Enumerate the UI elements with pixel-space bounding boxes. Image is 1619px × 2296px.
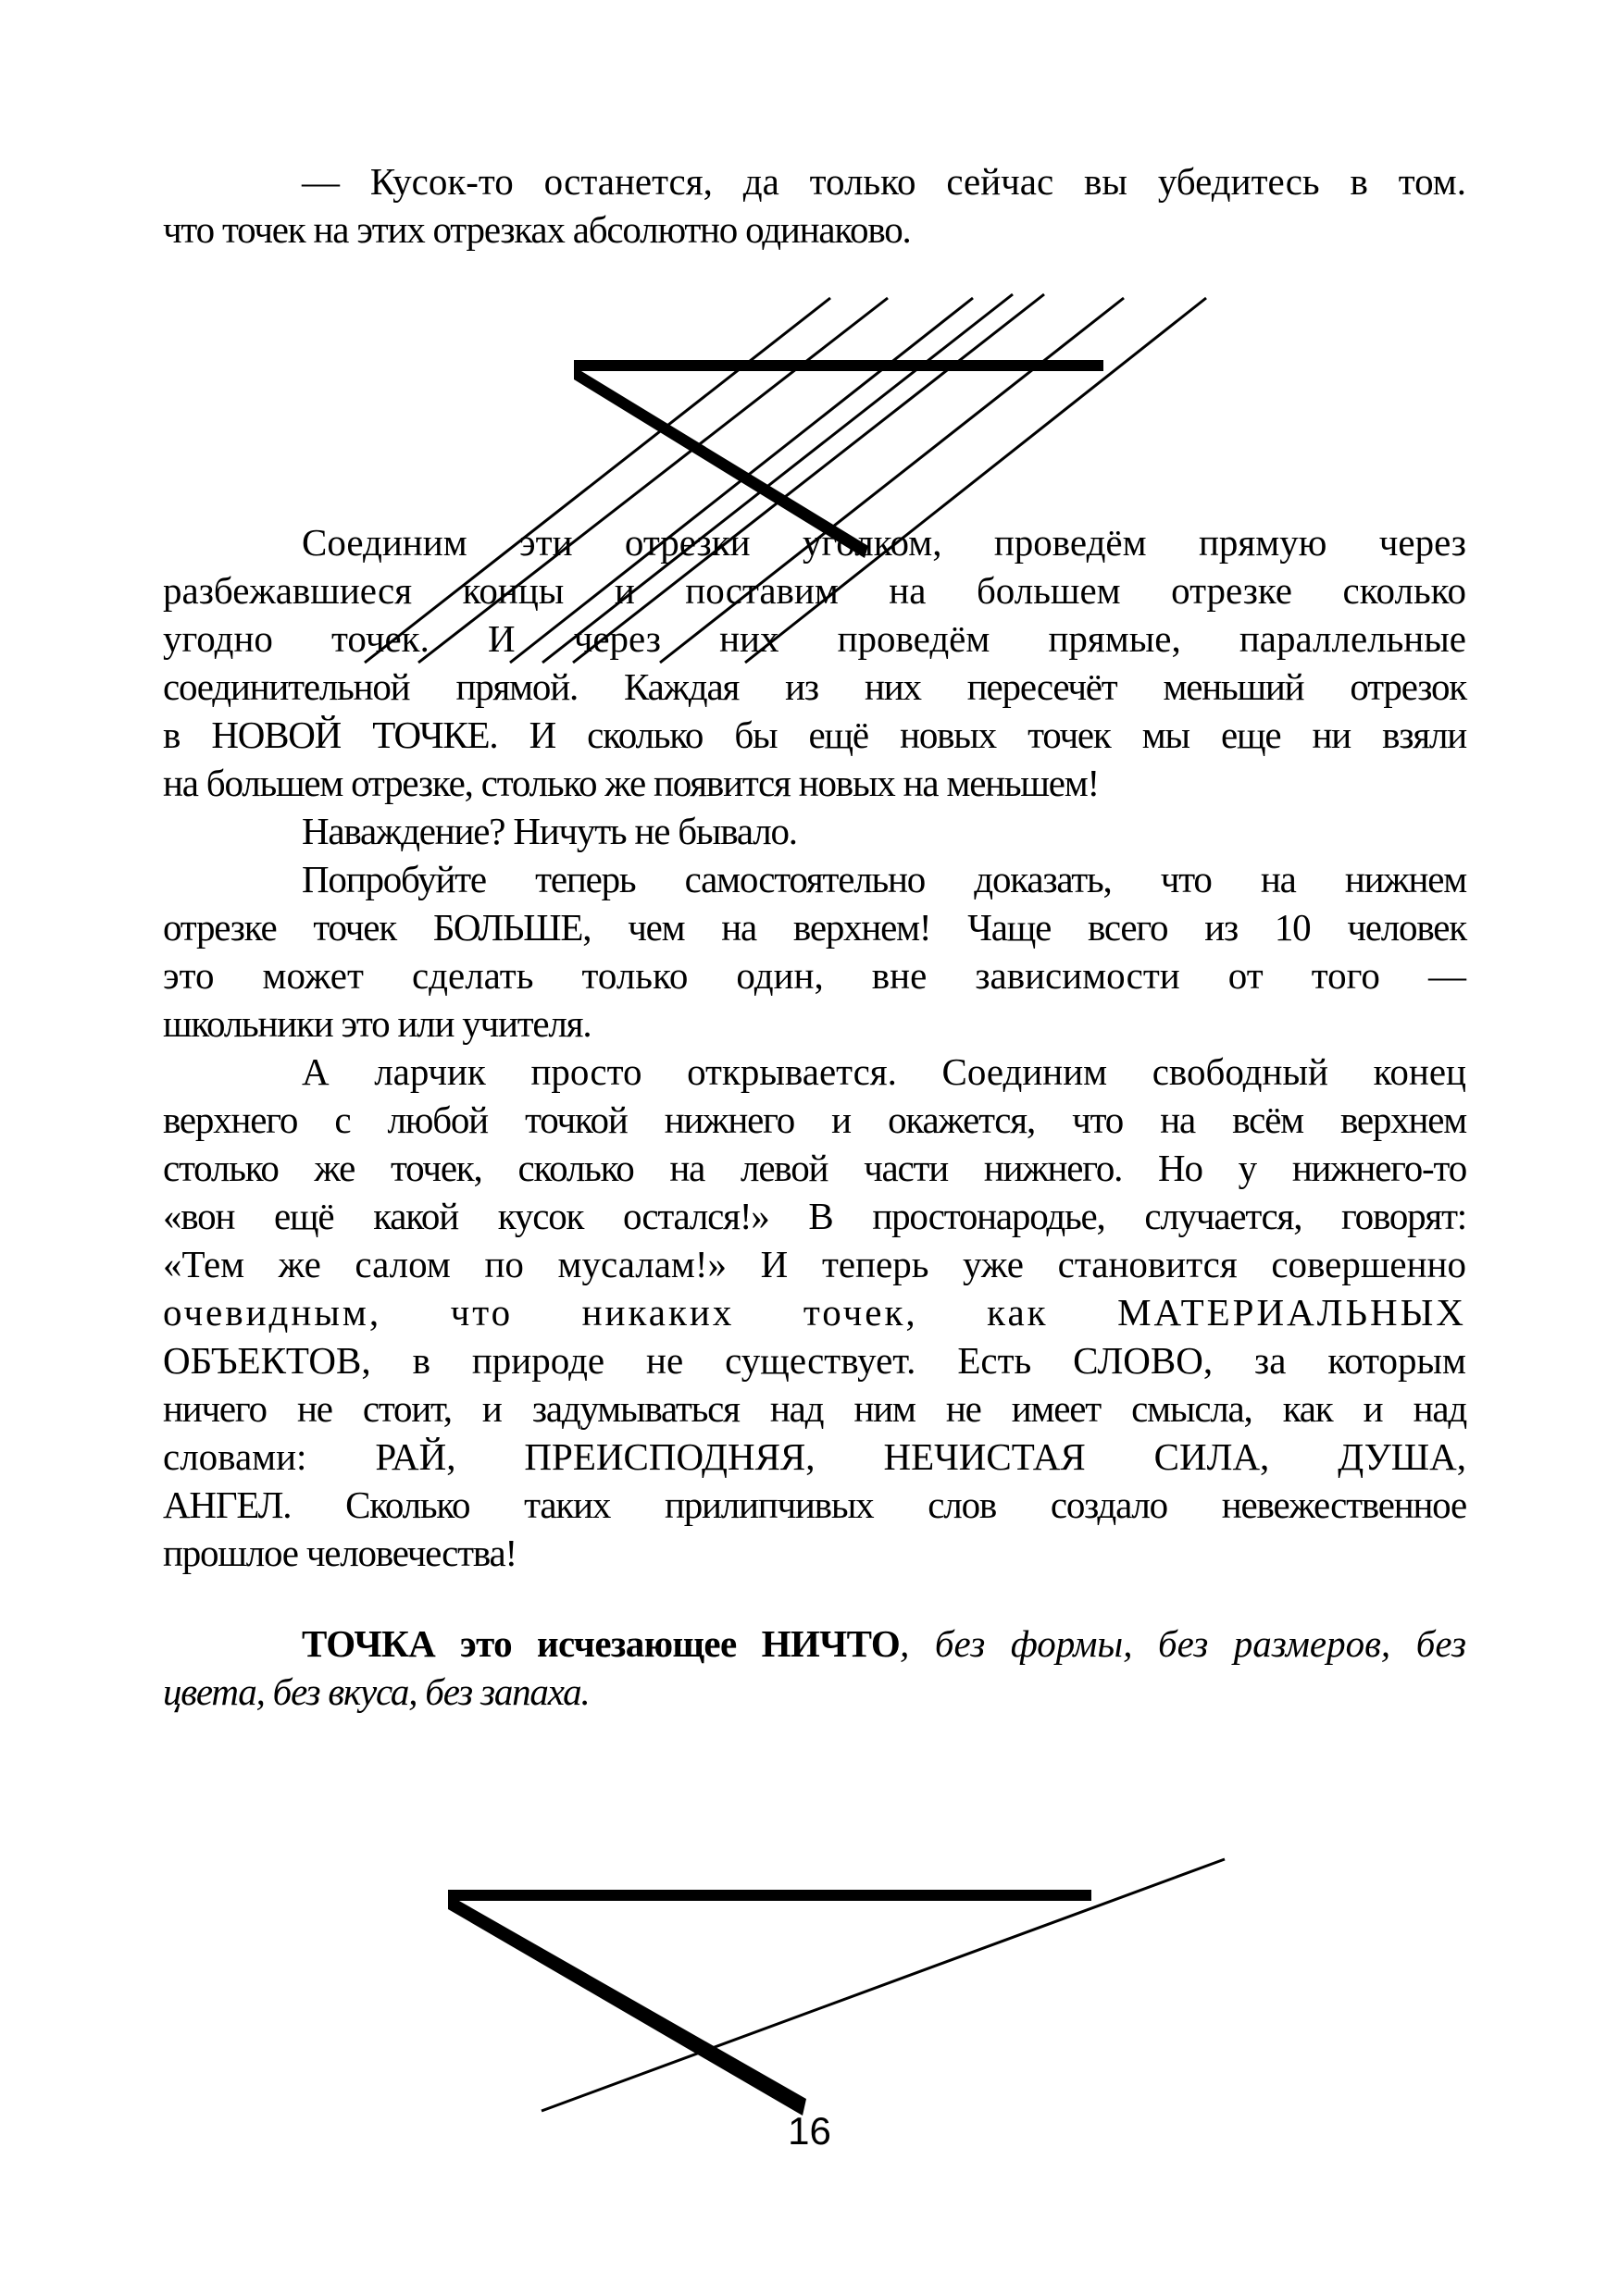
upper-thick-segment (448, 1890, 1091, 1901)
definition-paragraph (163, 1620, 1466, 1716)
text-line: это может сделать только один, вне зависимости от того — (163, 954, 1466, 997)
text-line: отрезке точек БОЛЬШЕ, чем на верхнем! Чаще всего из 10 человек (163, 906, 1466, 949)
text-line: на большем отрезке, столько же появится новых на меньшем! (163, 762, 1099, 804)
text-line: верхнего с любой точкой нижнего и окажется, что на всём верхнем (163, 1098, 1466, 1141)
definition-line-1 (163, 1620, 1466, 1668)
text-line: разбежавшиеся концы и поставим на большем отрезке сколько (163, 569, 1466, 612)
text-line: «Тем же салом по мусалам!» И теперь уже становится совершенно (163, 1243, 1466, 1285)
paragraph-4 (163, 1048, 1466, 1577)
text-line: АНГЕЛ. Сколько таких прилипчивых слов создало невежественное (163, 1483, 1466, 1526)
text-line: что точек на этих отрезках абсолютно одинаково. (163, 208, 911, 251)
text-line: «вон ещё какой кусок остался!» В простонародье, случается, говорят: (163, 1195, 1466, 1237)
text-line: А ларчик просто открывается. Соединим свободный конец (302, 1050, 1466, 1093)
text-line: угодно точек. И через них проведём прямые, параллельные (163, 617, 1466, 660)
paragraph-2 (163, 807, 1466, 855)
lower-thick-segment (448, 1890, 806, 2116)
text-line: школьники это или учителя. (163, 1002, 592, 1045)
text-line: ОБЪЕКТОВ, в природе не существует. Есть СЛОВО, за которым (163, 1339, 1466, 1382)
definition-term: ТОЧКА это исчезающее НИЧТО (302, 1622, 901, 1665)
text-line: Соединим эти отрезки уголком, проведём прямую через (302, 521, 1466, 564)
definition-text: , без формы, без размеров, без (900, 1622, 1466, 1665)
text-line: Попробуйте теперь самостоятельно доказать, что на нижнем (302, 858, 1466, 900)
text-line: очевидным, что никаких точек, как МАТЕРИАЛЬНЫХ (163, 1291, 1466, 1334)
text-line: словами: РАЙ, ПРЕИСПОДНЯЯ, НЕЧИСТАЯ СИЛА, ДУША, (163, 1435, 1466, 1478)
text-line: столько же точек, сколько на левой части нижнего. Но у нижнего-то (163, 1147, 1466, 1189)
upper-thick-segment (574, 360, 1103, 371)
intro-paragraph (163, 157, 1466, 254)
paragraph-1 (163, 518, 1466, 807)
text-line: Наваждение? Ничуть не бывало. (302, 810, 797, 852)
text-line: в НОВОЙ ТОЧКЕ. И сколько бы ещё новых точек мы еще ни взяли (163, 714, 1466, 756)
text-line: соединительной прямой. Каждая из них пересечёт меньший отрезок (163, 665, 1466, 708)
page-number: 16 (788, 2109, 831, 2153)
figure-connecting-line-diagram (0, 1814, 1619, 2128)
text-line: прошлое человечества! (163, 1532, 517, 1574)
paragraph-3 (163, 855, 1466, 1048)
text-line: ничего не стоит, и задумываться над ним не имеет смысла, как и над (163, 1387, 1466, 1430)
definition-line-2: цвета, без вкуса, без запаха. (163, 1670, 590, 1713)
text-line: — Кусок-то останется, да только сейчас вы убедитесь в том. (302, 160, 1466, 203)
